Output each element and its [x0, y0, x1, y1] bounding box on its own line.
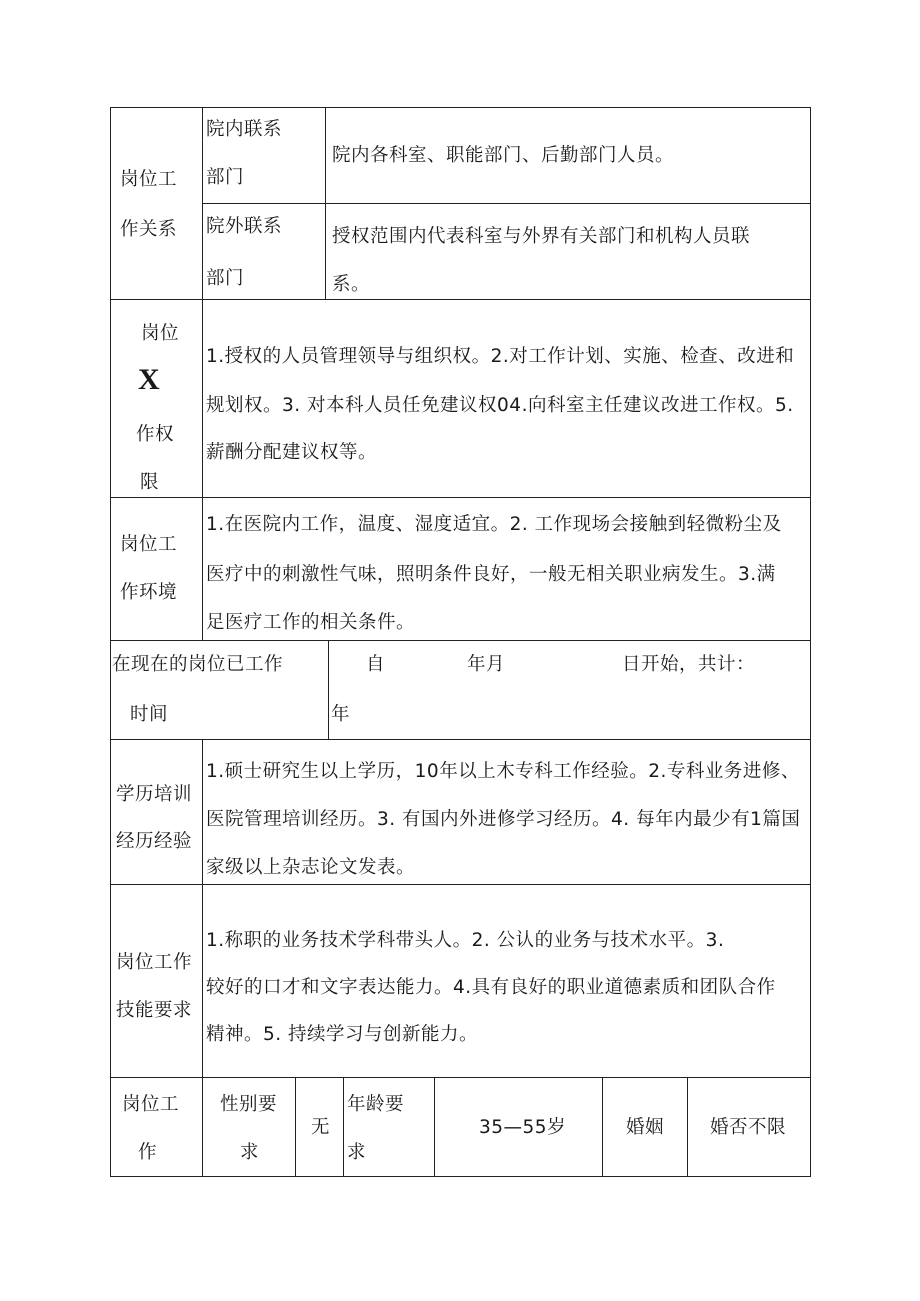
- text-line: 医疗中的刺激性气味，照明条件良好，一般无相关职业病发生。3.满: [206, 564, 776, 585]
- label-mark: X: [138, 363, 161, 396]
- label-line: 院内联系: [206, 119, 283, 140]
- label-line: 岗位工: [120, 534, 178, 555]
- label-line: 限: [140, 472, 160, 493]
- rule: [434, 1077, 435, 1176]
- text-line: 1.硕士研究生以上学历，10年以上木专科工作经验。2.专科业务进修、: [206, 761, 800, 782]
- text-line: 足医疗工作的相关条件。: [206, 612, 416, 633]
- label-line: 时间: [130, 704, 169, 725]
- text-line: 较好的口才和文字表达能力。4.具有良好的职业道德素质和团队合作: [206, 977, 776, 998]
- label-line: 学历培训: [116, 784, 193, 805]
- label-line: 岗位工: [122, 1094, 180, 1115]
- label-line: 性别要: [220, 1094, 278, 1115]
- from-word: 自: [366, 654, 386, 675]
- rule: [202, 107, 203, 640]
- label-line: 技能要求: [116, 1000, 193, 1021]
- rule: [110, 497, 811, 498]
- rule: [687, 1077, 688, 1176]
- label-line: 婚姻: [626, 1117, 665, 1138]
- text-line: 规划权。3. 对本科人员任免建议权04.向科室主任建议改进工作权。5.: [206, 395, 794, 416]
- text-line: 1.授权的人员管理领导与组织权。2.对工作计划、实施、检查、改进和: [206, 346, 795, 367]
- rule: [810, 107, 811, 1176]
- text-line: 院内各科室、职能部门、后勤部门人员。: [332, 145, 675, 166]
- rule: [110, 107, 111, 1176]
- text-line: 1.称职的业务技术学科带头人。2. 公认的业务与技术水平。3.: [206, 930, 725, 951]
- rule: [202, 1077, 203, 1176]
- label-line: 岗位: [141, 323, 180, 344]
- label-line: 岗位工: [120, 169, 178, 190]
- rule: [202, 203, 811, 204]
- label-line: 作关系: [120, 219, 178, 240]
- label-line: 作环境: [120, 582, 178, 603]
- rule: [295, 1077, 296, 1176]
- rule: [110, 1077, 811, 1078]
- rule: [328, 640, 329, 739]
- text-line: 家级以上杂志论文发表。: [206, 857, 416, 878]
- text-line: 系。: [332, 274, 371, 295]
- label-line: 岗位工作: [116, 952, 193, 973]
- text-line: 医院管理培训经历。3. 有国内外进修学习经历。4. 每年内最少有1篇国: [206, 809, 801, 830]
- rule: [343, 1077, 344, 1176]
- year-month-word: 年月: [467, 654, 506, 675]
- rule: [110, 1176, 811, 1177]
- label-line: 部门: [206, 268, 245, 289]
- text-line: 授权范围内代表科室与外界有关部门和机构人员联: [332, 226, 751, 247]
- value: 35—55岁: [479, 1117, 567, 1138]
- text-line: 精神。5. 持续学习与创新能力。: [206, 1024, 479, 1045]
- label-line: 作: [138, 1142, 158, 1163]
- text-line: 薪酬分配建议权等。: [206, 442, 378, 463]
- label-line: 经历经验: [116, 831, 193, 852]
- value: 无: [311, 1117, 331, 1138]
- label-line: 部门: [206, 167, 245, 188]
- value: 婚否不限: [710, 1117, 787, 1138]
- rule: [110, 739, 811, 740]
- label-line: 求: [347, 1142, 367, 1163]
- day-start-word: 日开始，共计：: [622, 654, 756, 675]
- rule: [202, 739, 203, 1077]
- text-line: 1.在医院内工作，温度、湿度适宜。2. 工作现场会接触到轻微粉尘及: [206, 514, 782, 535]
- label-line: 求: [240, 1142, 260, 1163]
- label-line: 作权: [136, 424, 175, 445]
- label-line: 年龄要: [347, 1094, 405, 1115]
- rule: [602, 1077, 603, 1176]
- label-line: 在现在的岗位已工作: [112, 654, 284, 675]
- year-unit: 年: [331, 704, 351, 725]
- rule: [325, 107, 326, 299]
- label-line: 院外联系: [206, 216, 283, 237]
